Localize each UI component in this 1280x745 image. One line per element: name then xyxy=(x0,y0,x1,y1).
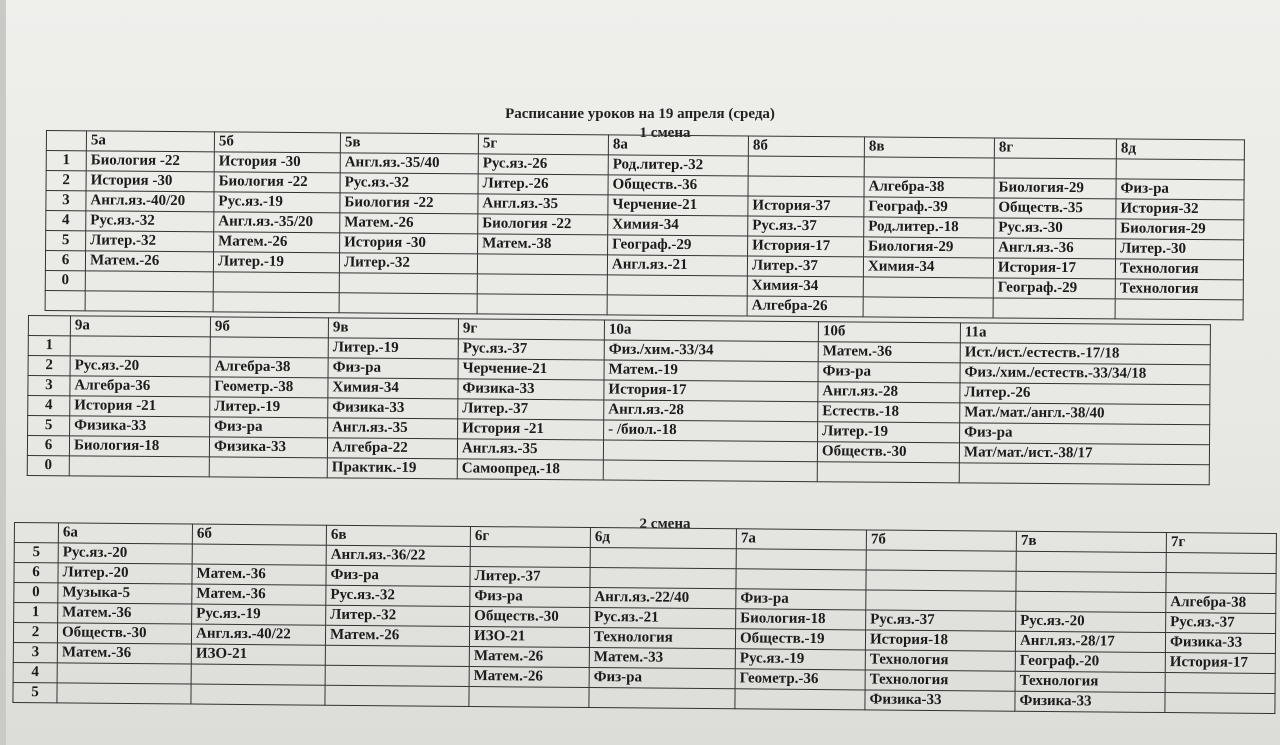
lesson-cell: Обществ.-30 xyxy=(470,606,590,627)
lesson-cell: Матем.-26 xyxy=(325,625,469,646)
lesson-cell xyxy=(864,157,994,178)
lesson-cell xyxy=(748,156,864,177)
lesson-cell xyxy=(209,457,327,478)
lesson-cell: Практик.-19 xyxy=(327,458,457,479)
lesson-cell: История-18 xyxy=(865,630,1015,651)
lesson-cell: Физ./хим.-33/34 xyxy=(604,340,818,362)
class-header: 8в xyxy=(864,137,994,158)
lesson-cell: Англ.яз.-28/17 xyxy=(1015,631,1165,652)
lesson-cell: Химия-34 xyxy=(863,257,993,278)
lesson-cell: Мат/мат./ист.-38/17 xyxy=(959,443,1209,465)
lesson-cell: Англ.яз.-40/20 xyxy=(86,191,214,212)
lesson-cell: Биология -22 xyxy=(86,151,214,172)
lesson-cell xyxy=(993,298,1115,319)
lesson-cell: Физика-33 xyxy=(70,416,210,437)
lesson-cell: Обществ.-36 xyxy=(608,175,748,196)
lesson-cell xyxy=(57,683,191,704)
lesson-cell: Технология xyxy=(865,650,1015,671)
lesson-cell: Матем.-36 xyxy=(58,603,192,624)
class-header: 10а xyxy=(604,320,818,342)
lesson-cell: Матем.-36 xyxy=(192,584,326,605)
lesson-cell xyxy=(866,550,1016,571)
lesson-number: 5 xyxy=(46,231,86,251)
lesson-cell: Физика-33 xyxy=(1015,691,1165,712)
lesson-cell: История -30 xyxy=(86,171,214,192)
lesson-cell xyxy=(69,456,209,477)
lesson-cell: Биология-29 xyxy=(994,178,1116,199)
lesson-cell xyxy=(213,292,339,313)
lesson-cell: Рус.яз.-20 xyxy=(58,543,192,564)
lesson-cell: Англ.яз.-36/22 xyxy=(326,545,470,566)
lesson-cell xyxy=(213,272,339,293)
lesson-cell: Рус.яз.-19 xyxy=(214,192,340,213)
lesson-number: 5 xyxy=(14,543,58,563)
lesson-cell: Литер.-26 xyxy=(478,174,608,195)
lesson-cell: Рус.яз.-37 xyxy=(458,339,604,360)
lesson-cell: Обществ.-30 xyxy=(57,623,191,644)
class-header: 6б xyxy=(192,524,326,545)
lesson-cell xyxy=(1016,591,1166,612)
lesson-cell: Технология xyxy=(1115,259,1243,280)
class-header: 7а xyxy=(736,529,866,550)
lesson-cell xyxy=(1165,673,1275,694)
lesson-cell: Англ.яз.-35 xyxy=(328,418,458,439)
lesson-number: 0 xyxy=(14,583,58,603)
lesson-number: 1 xyxy=(14,603,58,623)
lesson-cell: Географ.-39 xyxy=(864,197,994,218)
lesson-cell: - /биол.-18 xyxy=(604,420,818,442)
lesson-cell xyxy=(339,293,477,314)
shift1-heading: 1 смена xyxy=(639,125,691,141)
lesson-cell: Матем.-36 xyxy=(57,643,191,664)
schedule-table-shift1-grades5-8 xyxy=(45,130,1245,320)
lesson-cell xyxy=(477,274,607,295)
header-corner xyxy=(28,316,70,336)
lesson-cell: Геометр.-38 xyxy=(210,377,328,398)
lesson-cell xyxy=(736,549,866,570)
lesson-cell: Англ.яз.-35/40 xyxy=(340,153,478,174)
lesson-cell xyxy=(470,546,590,567)
lesson-cell: Географ.-20 xyxy=(1015,651,1165,672)
lesson-cell: Физ-ра xyxy=(470,586,590,607)
lesson-number: 4 xyxy=(28,396,70,416)
lesson-cell: Рус.яз.-37 xyxy=(866,610,1016,631)
schedule-table-shift1-grades9-11 xyxy=(27,315,1211,485)
lesson-cell: Литер.-32 xyxy=(339,253,477,274)
lesson-cell: Англ.яз.-40/22 xyxy=(191,624,325,645)
class-header: 8а xyxy=(608,135,748,156)
lesson-number: 3 xyxy=(28,376,70,396)
lesson-cell: Англ.яз.-22/40 xyxy=(590,588,736,609)
lesson-cell: Матем.-36 xyxy=(192,564,326,585)
lesson-cell: Биология-18 xyxy=(736,609,866,630)
lesson-cell: История -30 xyxy=(214,152,340,173)
lesson-cell xyxy=(590,548,736,569)
header-corner xyxy=(46,131,86,151)
lesson-cell xyxy=(191,684,325,705)
lesson-cell: Англ.яз.-35 xyxy=(478,194,608,215)
lesson-cell xyxy=(477,294,607,315)
lesson-cell: Род.литер.-18 xyxy=(864,217,994,238)
lesson-cell: Рус.яз.-37 xyxy=(748,216,864,237)
lesson-cell: Алгебра-38 xyxy=(1166,593,1276,614)
class-header: 5в xyxy=(340,133,478,154)
lesson-cell: История-32 xyxy=(1116,199,1244,220)
lesson-cell: Биология-18 xyxy=(69,436,209,457)
class-header: 9б xyxy=(210,317,328,338)
lesson-cell: Литер.-20 xyxy=(58,563,192,584)
lesson-cell: Физика-33 xyxy=(209,437,327,458)
lesson-cell: ИЗО-21 xyxy=(191,644,325,665)
class-header: 10б xyxy=(818,322,960,343)
lesson-cell: Рус.яз.-20 xyxy=(70,356,210,377)
lesson-cell: Литер.-19 xyxy=(328,338,458,359)
lesson-cell: Физика-33 xyxy=(328,398,458,419)
lesson-cell: Биология-29 xyxy=(864,237,994,258)
lesson-cell xyxy=(817,462,959,483)
lesson-cell: История -21 xyxy=(70,396,210,417)
lesson-cell xyxy=(607,275,747,296)
lesson-cell xyxy=(477,254,607,275)
lesson-cell xyxy=(607,295,747,316)
lesson-cell: Биология -22 xyxy=(214,172,340,193)
lesson-cell: Рус.яз.-20 xyxy=(1016,611,1166,632)
lesson-cell: Англ.яз.-36 xyxy=(994,238,1116,259)
lesson-cell xyxy=(70,336,210,357)
lesson-cell: Матем.-36 xyxy=(818,342,960,363)
lesson-cell: Матем.-38 xyxy=(478,234,608,255)
schedule-table-shift2 xyxy=(12,522,1277,714)
lesson-cell: Физ-ра xyxy=(1116,179,1244,200)
lesson-cell: Физ-ра xyxy=(818,362,960,383)
lesson-number: 6 xyxy=(27,436,69,456)
lesson-cell: Физ-ра xyxy=(960,423,1210,445)
lesson-cell xyxy=(339,273,477,294)
lesson-cell: Литер.-32 xyxy=(86,231,214,252)
lesson-cell: Обществ.-35 xyxy=(994,198,1116,219)
class-header: 8д xyxy=(1116,139,1244,160)
lesson-cell: Англ.яз.-35/20 xyxy=(214,212,340,233)
lesson-cell xyxy=(603,460,817,482)
lesson-number: 1 xyxy=(28,336,70,356)
lesson-number: 2 xyxy=(13,623,57,643)
lesson-cell: Литер.-37 xyxy=(747,256,863,277)
lesson-cell: Матем.-26 xyxy=(469,666,589,687)
lesson-cell: Обществ.-30 xyxy=(817,442,959,463)
shift2-heading: 2 смена xyxy=(639,516,691,532)
lesson-cell: Физика-33 xyxy=(458,379,604,400)
lesson-cell xyxy=(325,645,469,666)
class-header: 6д xyxy=(590,528,736,549)
lesson-cell xyxy=(1116,159,1244,180)
lesson-cell: Мат./мат./англ.-38/40 xyxy=(960,403,1210,425)
lesson-number: 2 xyxy=(46,171,86,191)
lesson-cell xyxy=(736,569,866,590)
lesson-cell: История-37 xyxy=(748,196,864,217)
lesson-cell xyxy=(191,664,325,685)
lesson-cell: Матем.-26 xyxy=(340,213,478,234)
class-header: 9г xyxy=(458,319,604,340)
lesson-cell: Литер.-37 xyxy=(470,566,590,587)
lesson-cell: Алгебра-38 xyxy=(864,177,994,198)
lesson-cell: Химия-34 xyxy=(747,276,863,297)
class-header: 5а xyxy=(86,131,214,152)
lesson-cell xyxy=(748,176,864,197)
lesson-cell: Матем.-19 xyxy=(604,360,818,382)
lesson-cell: Рус.яз.-19 xyxy=(735,649,865,670)
lesson-cell: Самоопред.-18 xyxy=(457,459,603,480)
lesson-cell xyxy=(1016,571,1166,592)
lesson-cell: Физика-33 xyxy=(865,690,1015,711)
class-header: 5б xyxy=(214,132,340,153)
lesson-cell: Литер.-32 xyxy=(326,605,470,626)
lesson-number: 6 xyxy=(14,563,58,583)
lesson-cell: Географ.-29 xyxy=(993,278,1115,299)
lesson-number: 6 xyxy=(45,251,85,271)
lesson-cell: Ист./ист./естеств.-17/18 xyxy=(960,343,1210,365)
class-header: 8б xyxy=(748,136,864,157)
lesson-cell: История-17 xyxy=(1165,653,1275,674)
class-header: 7в xyxy=(1016,531,1166,552)
lesson-cell xyxy=(866,570,1016,591)
lesson-cell xyxy=(1115,299,1243,320)
lesson-cell: Черчение-21 xyxy=(608,195,748,216)
lesson-cell xyxy=(994,158,1116,179)
class-header: 6г xyxy=(470,526,590,547)
lesson-cell: Литер.-19 xyxy=(818,422,960,443)
lesson-cell: Физ-ра xyxy=(328,358,458,379)
lesson-cell xyxy=(192,544,326,565)
lesson-cell: Рус.яз.-26 xyxy=(478,154,608,175)
lesson-cell: Музыка-5 xyxy=(58,583,192,604)
lesson-cell: Матем.-33 xyxy=(589,648,735,669)
lesson-number: 0 xyxy=(45,270,85,290)
lesson-cell: История-17 xyxy=(748,236,864,257)
lesson-cell: Химия-34 xyxy=(608,215,748,236)
lesson-cell: Литер.-37 xyxy=(458,399,604,420)
lesson-cell: История -21 xyxy=(458,419,604,440)
lesson-cell: Естеств.-18 xyxy=(818,402,960,423)
lesson-cell: Рус.яз.-19 xyxy=(192,604,326,625)
lesson-cell xyxy=(1166,553,1276,574)
lesson-number: 2 xyxy=(28,356,70,376)
lesson-number: 5 xyxy=(28,416,70,436)
lesson-cell: Физика-33 xyxy=(1165,633,1275,654)
lesson-cell: Род.литер.-32 xyxy=(608,155,748,176)
lesson-cell: Англ.яз.-35 xyxy=(457,439,603,460)
class-header: 6а xyxy=(58,523,192,544)
lesson-cell: Рус.яз.-32 xyxy=(326,585,470,606)
lesson-cell: ИЗО-21 xyxy=(469,626,589,647)
lesson-number: 3 xyxy=(46,191,86,211)
lesson-cell xyxy=(469,686,589,707)
lesson-cell xyxy=(866,590,1016,611)
lesson-number xyxy=(45,290,85,310)
class-header: 7г xyxy=(1166,533,1276,554)
class-header: 8г xyxy=(994,138,1116,159)
lesson-cell: Технология xyxy=(865,670,1015,691)
lesson-cell xyxy=(863,297,993,318)
lesson-cell: Черчение-21 xyxy=(458,359,604,380)
lesson-cell: Англ.яз.-21 xyxy=(607,255,747,276)
lesson-cell: Химия-34 xyxy=(328,378,458,399)
lesson-cell: Географ.-29 xyxy=(608,235,748,256)
lesson-cell xyxy=(325,685,469,706)
lesson-cell xyxy=(85,271,213,292)
lesson-cell: Англ.яз.-28 xyxy=(604,400,818,422)
lesson-cell xyxy=(959,463,1209,485)
class-header: 9в xyxy=(328,318,458,339)
lesson-cell: Литер.-26 xyxy=(960,383,1210,405)
lesson-cell: Технология xyxy=(589,628,735,649)
lesson-cell: Физ-ра xyxy=(589,668,735,689)
lesson-cell: Алгебра-38 xyxy=(210,357,328,378)
lesson-cell: Матем.-26 xyxy=(85,251,213,272)
lesson-cell: Матем.-26 xyxy=(469,646,589,667)
lesson-cell: Биология -22 xyxy=(478,214,608,235)
class-header: 6в xyxy=(326,525,470,546)
lesson-cell: Обществ.-19 xyxy=(735,629,865,650)
lesson-cell: Англ.яз.-28 xyxy=(818,382,960,403)
lesson-number: 0 xyxy=(27,455,69,475)
lesson-cell: Рус.яз.-30 xyxy=(994,218,1116,239)
lesson-cell: Биология-29 xyxy=(1116,219,1244,240)
lesson-cell xyxy=(589,688,735,709)
lesson-cell xyxy=(863,277,993,298)
lesson-cell xyxy=(57,663,191,684)
lesson-cell: Алгебра-22 xyxy=(327,438,457,459)
lesson-cell: Алгебра-26 xyxy=(747,296,863,317)
lesson-number: 4 xyxy=(46,211,86,231)
lesson-number: 1 xyxy=(46,151,86,171)
lesson-cell: Рус.яз.-37 xyxy=(1166,613,1276,634)
lesson-cell: Физ-ра xyxy=(736,589,866,610)
lesson-cell: Литер.-19 xyxy=(213,252,339,273)
lesson-cell: Геометр.-36 xyxy=(735,669,865,690)
lesson-cell xyxy=(1016,551,1166,572)
lesson-number: 5 xyxy=(13,682,57,702)
lesson-cell: Биология -22 xyxy=(340,193,478,214)
lesson-cell: Технология xyxy=(1015,671,1165,692)
lesson-cell xyxy=(590,568,736,589)
class-header: 5г xyxy=(478,134,608,155)
lesson-cell xyxy=(603,440,817,462)
document-title: Расписание уроков на 19 апреля (среда) xyxy=(505,106,775,122)
lesson-cell: Рус.яз.-21 xyxy=(590,608,736,629)
lesson-number: 4 xyxy=(13,662,57,682)
class-header: 9а xyxy=(70,316,210,337)
lesson-cell: История-17 xyxy=(604,380,818,402)
lesson-cell xyxy=(735,689,865,710)
lesson-cell: История -30 xyxy=(340,233,478,254)
lesson-cell: Физ-ра xyxy=(210,417,328,438)
lesson-cell: Литер.-19 xyxy=(210,397,328,418)
lesson-cell: История-17 xyxy=(993,258,1115,279)
lesson-cell xyxy=(210,337,328,358)
lesson-cell: Физ-ра xyxy=(326,565,470,586)
lesson-cell: Литер.-30 xyxy=(1116,239,1244,260)
lesson-cell xyxy=(1166,573,1276,594)
class-header: 11а xyxy=(960,323,1210,345)
lesson-number: 3 xyxy=(13,642,57,662)
lesson-cell xyxy=(325,665,469,686)
lesson-cell: Рус.яз.-32 xyxy=(340,173,478,194)
lesson-cell: Алгебра-36 xyxy=(70,376,210,397)
lesson-cell xyxy=(1165,693,1275,714)
class-header: 7б xyxy=(866,530,1016,551)
header-corner xyxy=(14,523,58,543)
lesson-cell: Физ./хим./естеств.-33/34/18 xyxy=(960,363,1210,385)
lesson-cell: Матем.-26 xyxy=(214,232,340,253)
lesson-cell: Технология xyxy=(1115,279,1243,300)
lesson-cell xyxy=(85,291,213,312)
lesson-cell: Рус.яз.-32 xyxy=(86,211,214,232)
